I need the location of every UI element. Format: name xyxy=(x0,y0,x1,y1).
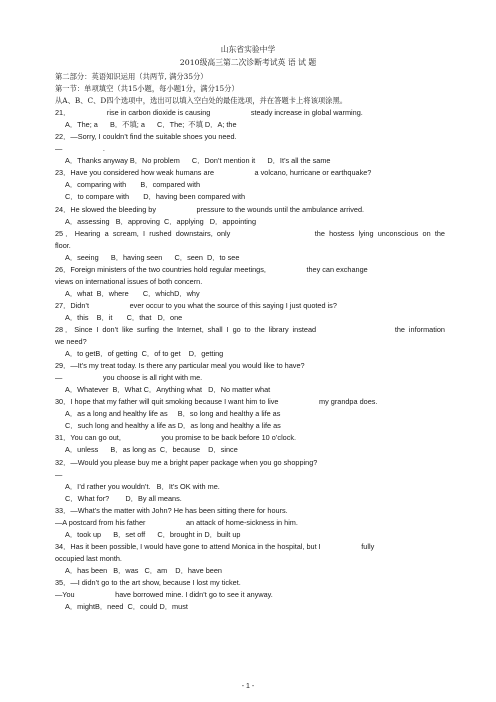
question-35 xyxy=(55,577,445,613)
question-29 xyxy=(55,360,445,396)
question-30 xyxy=(55,396,445,432)
answer-options-line: A．took up B．set off C．brought in D．built up xyxy=(65,529,241,539)
part-heading: 第二部分：英语知识运用（共两节, 满分35分） xyxy=(55,72,208,81)
question-23 xyxy=(55,167,445,203)
question-stem-line: 34．Has it been possible, I would have gone to attend Monica in the hospital, but I fully xyxy=(55,541,375,551)
answer-options-line: A．mightB．need C．could D．must xyxy=(65,602,188,612)
question-stem-line: — you choose is all right with me. xyxy=(55,373,203,383)
answer-options-line: A．to getB．of getting C．of to get D．getting xyxy=(65,349,224,359)
question-stem-line: 32．—Would you please buy me a bright paper package when you go shopping? xyxy=(55,457,318,467)
question-stem-line: views on international issues of both concern. xyxy=(55,276,203,286)
question-27 xyxy=(55,300,445,324)
question-33 xyxy=(55,505,445,541)
answer-options-line: A．I’d rather you wouldn’t. B．It’s OK with me. xyxy=(65,481,220,491)
question-stem-line: 25．Hearing a scream, I rushed downstairs, only the hostess lying unconscious on the xyxy=(55,228,445,238)
question-stem-line: —You have borrowed mine. I didn’t go to see it anyway. xyxy=(55,590,273,600)
exam-title: 2010级高三第二次诊断考试英 语 试 题 xyxy=(179,58,317,67)
answer-options-line: A．what B．where C．whichD．why xyxy=(65,288,200,298)
question-24 xyxy=(55,204,445,228)
question-28 xyxy=(55,324,445,360)
question-stem-line: 27．Didn’t ever occur to you what the source of this saying I just quoted is? xyxy=(55,300,337,310)
question-stem-line: 31．You can go out, you promise to be back before 10 o’clock. xyxy=(55,433,297,443)
answer-options-line: A．unless B．as long as C．because D．since xyxy=(65,445,238,455)
answer-options-line: A．assessing B．approving C．applying D．appointing xyxy=(65,216,257,226)
subsection-heading: 第一节：单项填空（共15小题，每小题1分，满分15分） xyxy=(55,84,239,94)
exam-body xyxy=(55,71,445,613)
question-stem-line: floor. xyxy=(55,240,71,250)
question-stem-line: 24．He slowed the bleeding by pressure to the wounds until the ambulance arrived. xyxy=(55,204,365,214)
answer-options-line: A．Thanks anyway B．No problem C．Don’t mention it D．It’s all the same xyxy=(65,156,331,166)
question-stem-line: 28．Since I don’t like surfing the Internet, shall I go to the library instead the information xyxy=(55,324,445,334)
answer-options-line: C．to compare with D．having been compared with xyxy=(65,192,246,202)
school-name: 山东省实验中学 xyxy=(220,45,276,54)
question-31 xyxy=(55,432,445,456)
question-22 xyxy=(55,131,445,167)
question-stem-line: 35．—I didn’t go to the art show, because I lost my ticket. xyxy=(55,577,241,587)
answer-options-line: A．this B．it C．that D．one xyxy=(65,312,183,322)
question-stem-line: occupied last month. xyxy=(55,553,122,563)
answer-options-line: A．Whatever B．What C．Anything what D．No matter what xyxy=(65,385,271,395)
question-stem-line: 22．—Sorry, I couldn’t find the suitable shoes you need. xyxy=(55,132,237,142)
question-stem-line: we need? xyxy=(55,337,87,347)
answer-options-line: A．comparing with B．compared with xyxy=(65,180,201,190)
answer-options-line: C．such long and healthy a life as D．as long and healthy a life as xyxy=(65,421,281,431)
question-stem-line: 29．—It’s my treat today. Is there any particular meal you would like to have? xyxy=(55,361,305,371)
question-stem-line: — xyxy=(55,469,63,479)
question-34 xyxy=(55,541,445,577)
question-21 xyxy=(55,107,445,131)
answer-options-line: A．seeing B．having seen C．seen D．to see xyxy=(65,252,240,262)
question-stem-line: 30．I hope that my father will quit smoking because I want him to live my grandpa does. xyxy=(55,397,378,407)
question-stem-line: — . xyxy=(55,144,105,154)
answer-options-line: A．has been B．was C．am D．have been xyxy=(65,565,222,575)
question-stem-line: 21． rise in carbon dioxide is causing steady increase in global warming. xyxy=(55,108,363,118)
question-26 xyxy=(55,264,445,300)
page-number: - 1 - xyxy=(241,683,255,690)
question-25 xyxy=(55,228,445,264)
question-list xyxy=(55,107,445,613)
question-stem-line: —A postcard from his father an attack of home-sickness in him. xyxy=(55,517,298,527)
answer-options-line: C．What for? D．By all means. xyxy=(65,493,182,503)
question-stem-line: 26．Foreign ministers of the two countries hold regular meetings, they can exchange xyxy=(55,264,368,274)
question-stem-line: 33．—What’s the matter with John? He has been sitting there for hours. xyxy=(55,505,288,515)
instruction-text: 从A、B、C、D四个选项中，选出可以填入空白处的最佳选项，并在答题卡上将该项涂黑。 xyxy=(55,96,348,106)
answer-options-line: A．as a long and healthy life as B．so long and healthy a life as xyxy=(65,409,281,419)
question-32 xyxy=(55,457,445,505)
answer-options-line: A．The; a B．不填; a C．The; 不填 D．A; the xyxy=(65,120,237,130)
question-stem-line: 23．Have you considered how weak humans are a volcano, hurricane or earthquake? xyxy=(55,168,372,178)
